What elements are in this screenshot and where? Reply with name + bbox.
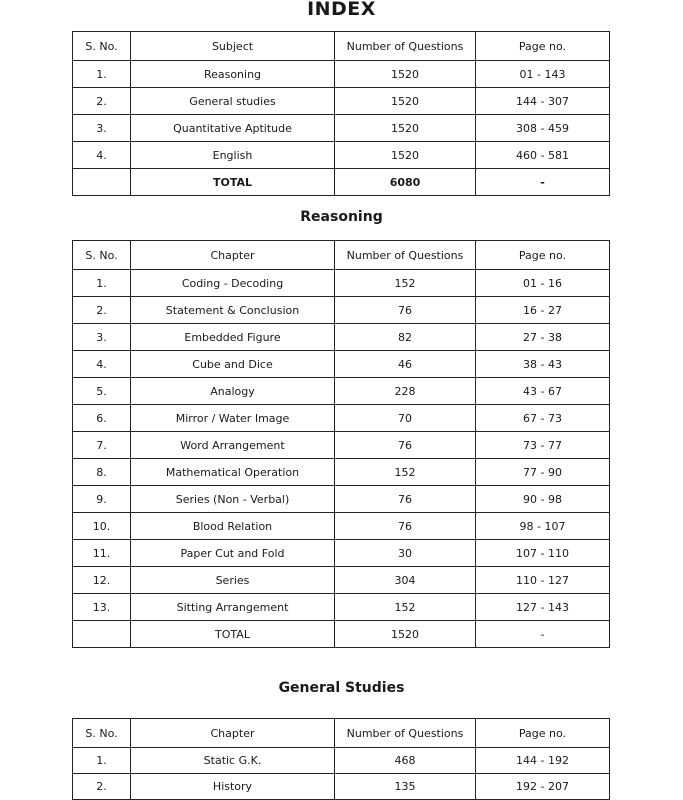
cell-questions: 1520 — [335, 142, 476, 169]
cell-questions: 70 — [335, 405, 476, 432]
header-sno: S. No. — [73, 719, 131, 748]
header-questions: Number of Questions — [335, 241, 476, 270]
cell-sno: 7. — [73, 432, 131, 459]
cell-questions: 152 — [335, 270, 476, 297]
index-title: INDEX — [307, 0, 376, 20]
total-page: - — [476, 621, 610, 648]
table-row — [73, 61, 610, 88]
cell-page: 192 - 207 — [476, 774, 610, 800]
cell-chapter: Embedded Figure — [131, 324, 335, 351]
cell-page: 01 - 143 — [476, 61, 610, 88]
cell-page: 98 - 107 — [476, 513, 610, 540]
cell-sno: 2. — [73, 774, 131, 800]
cell-sno: 9. — [73, 486, 131, 513]
cell-chapter: Paper Cut and Fold — [131, 540, 335, 567]
cell-subject: English — [131, 142, 335, 169]
cell-page: 308 - 459 — [476, 115, 610, 142]
cell-questions: 76 — [335, 432, 476, 459]
cell-chapter: Series — [131, 567, 335, 594]
cell-questions: 76 — [335, 513, 476, 540]
cell-questions: 1520 — [335, 115, 476, 142]
cell-page: 67 - 73 — [476, 405, 610, 432]
cell-sno: 5. — [73, 378, 131, 405]
table-row — [73, 432, 610, 459]
cell-page: 73 - 77 — [476, 432, 610, 459]
cell-sno — [73, 169, 131, 196]
total-page: - — [476, 169, 610, 196]
cell-page: 01 - 16 — [476, 270, 610, 297]
cell-sno: 4. — [73, 142, 131, 169]
cell-sno: 11. — [73, 540, 131, 567]
cell-questions: 1520 — [335, 61, 476, 88]
cell-questions: 228 — [335, 378, 476, 405]
cell-sno: 6. — [73, 405, 131, 432]
cell-sno: 1. — [73, 748, 131, 774]
cell-sno: 12. — [73, 567, 131, 594]
cell-page: 460 - 581 — [476, 142, 610, 169]
cell-page: 144 - 307 — [476, 88, 610, 115]
general-studies-section-title: General Studies — [278, 680, 405, 696]
cell-subject: Quantitative Aptitude — [131, 115, 335, 142]
table-row — [73, 378, 610, 405]
cell-questions: 46 — [335, 351, 476, 378]
header-sno: S. No. — [73, 32, 131, 61]
header-page: Page no. — [476, 32, 610, 61]
cell-subject: General studies — [131, 88, 335, 115]
cell-sno: 8. — [73, 459, 131, 486]
cell-chapter: History — [131, 774, 335, 800]
cell-sno: 13. — [73, 594, 131, 621]
table-header-row — [73, 32, 610, 61]
table-row — [73, 748, 610, 774]
cell-page: 16 - 27 — [476, 297, 610, 324]
total-questions: 1520 — [335, 621, 476, 648]
total-label: TOTAL — [131, 621, 335, 648]
table-row — [73, 540, 610, 567]
cell-questions: 76 — [335, 297, 476, 324]
table-row — [73, 115, 610, 142]
cell-questions: 152 — [335, 594, 476, 621]
table-row — [73, 351, 610, 378]
total-row — [73, 621, 610, 648]
cell-subject: Reasoning — [131, 61, 335, 88]
index-table — [72, 31, 610, 196]
cell-sno: 2. — [73, 88, 131, 115]
cell-questions: 76 — [335, 486, 476, 513]
table-row — [73, 486, 610, 513]
header-chapter: Chapter — [131, 719, 335, 748]
cell-questions: 152 — [335, 459, 476, 486]
cell-chapter: Series (Non - Verbal) — [131, 486, 335, 513]
cell-questions: 82 — [335, 324, 476, 351]
cell-questions: 304 — [335, 567, 476, 594]
cell-chapter: Sitting Arrangement — [131, 594, 335, 621]
cell-chapter: Coding - Decoding — [131, 270, 335, 297]
total-row — [73, 169, 610, 196]
table-row — [73, 594, 610, 621]
total-label: TOTAL — [131, 169, 335, 196]
total-questions: 6080 — [335, 169, 476, 196]
header-subject: Subject — [131, 32, 335, 61]
header-questions: Number of Questions — [335, 32, 476, 61]
reasoning-table — [72, 240, 610, 648]
table-row — [73, 142, 610, 169]
cell-sno: 10. — [73, 513, 131, 540]
cell-questions: 468 — [335, 748, 476, 774]
cell-page: 110 - 127 — [476, 567, 610, 594]
cell-sno — [73, 621, 131, 648]
general-studies-table — [72, 718, 610, 800]
table-row — [73, 88, 610, 115]
cell-page: 27 - 38 — [476, 324, 610, 351]
table-header-row — [73, 241, 610, 270]
cell-questions: 135 — [335, 774, 476, 800]
cell-chapter: Mirror / Water Image — [131, 405, 335, 432]
cell-sno: 4. — [73, 351, 131, 378]
cell-chapter: Analogy — [131, 378, 335, 405]
header-page: Page no. — [476, 241, 610, 270]
cell-page: 127 - 143 — [476, 594, 610, 621]
table-row — [73, 459, 610, 486]
cell-chapter: Mathematical Operation — [131, 459, 335, 486]
cell-page: 43 - 67 — [476, 378, 610, 405]
table-row — [73, 324, 610, 351]
header-sno: S. No. — [73, 241, 131, 270]
table-row — [73, 297, 610, 324]
cell-page: 77 - 90 — [476, 459, 610, 486]
table-row — [73, 567, 610, 594]
cell-sno: 3. — [73, 324, 131, 351]
cell-page: 90 - 98 — [476, 486, 610, 513]
cell-sno: 2. — [73, 297, 131, 324]
cell-sno: 3. — [73, 115, 131, 142]
cell-chapter: Word Arrangement — [131, 432, 335, 459]
cell-sno: 1. — [73, 61, 131, 88]
cell-page: 38 - 43 — [476, 351, 610, 378]
cell-chapter: Static G.K. — [131, 748, 335, 774]
cell-chapter: Cube and Dice — [131, 351, 335, 378]
cell-page: 144 - 192 — [476, 748, 610, 774]
cell-page: 107 - 110 — [476, 540, 610, 567]
header-chapter: Chapter — [131, 241, 335, 270]
cell-chapter: Statement & Conclusion — [131, 297, 335, 324]
reasoning-section-title: Reasoning — [300, 209, 383, 225]
cell-questions: 30 — [335, 540, 476, 567]
table-row — [73, 774, 610, 800]
table-row — [73, 405, 610, 432]
table-header-row — [73, 719, 610, 748]
cell-sno: 1. — [73, 270, 131, 297]
header-page: Page no. — [476, 719, 610, 748]
table-row — [73, 270, 610, 297]
cell-questions: 1520 — [335, 88, 476, 115]
header-questions: Number of Questions — [335, 719, 476, 748]
cell-chapter: Blood Relation — [131, 513, 335, 540]
table-row — [73, 513, 610, 540]
